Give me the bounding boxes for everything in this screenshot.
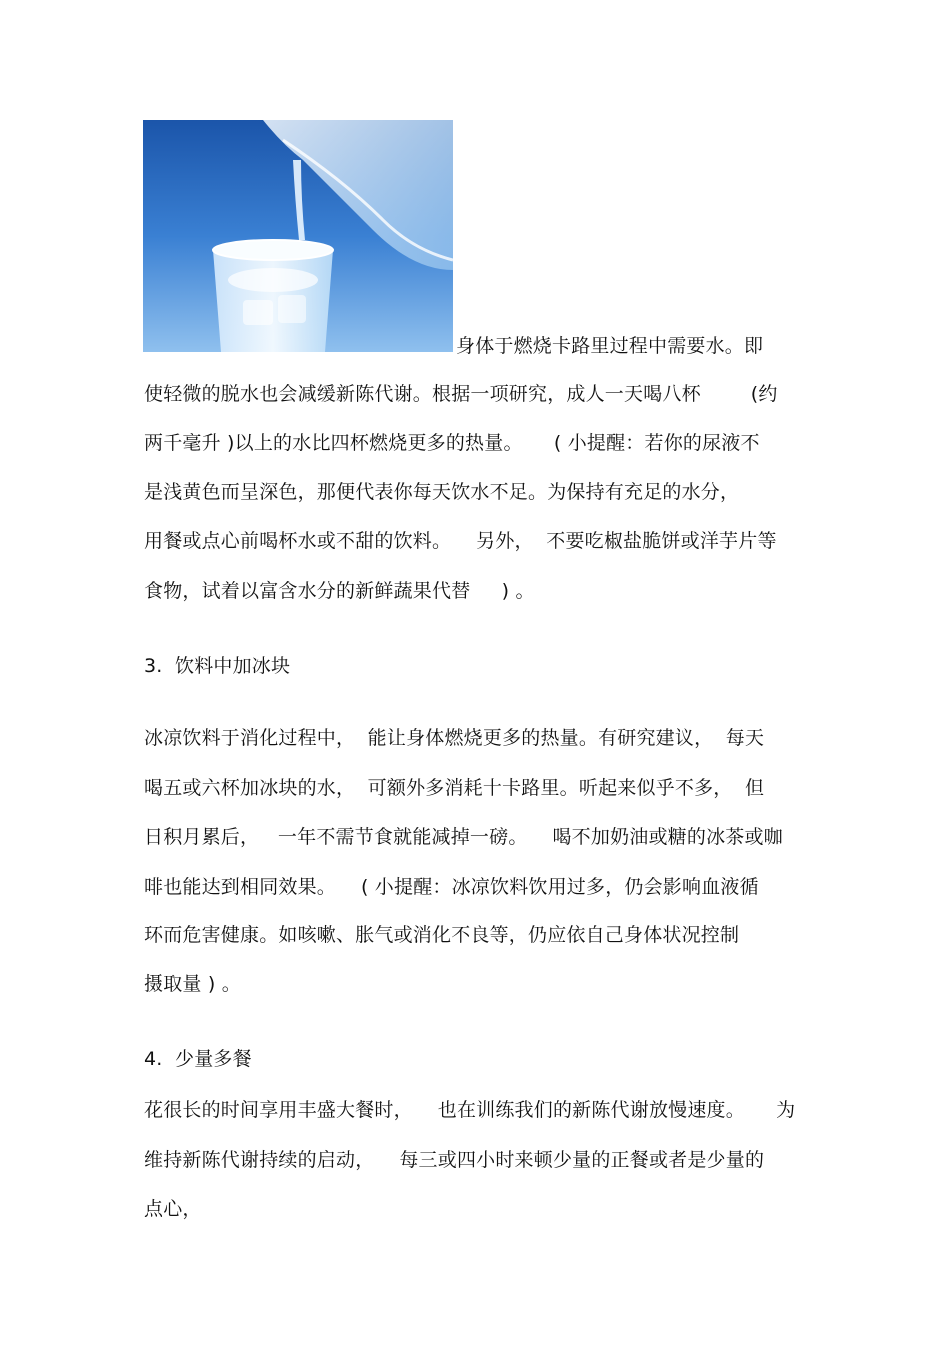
paragraph-water-line-1: 身体于燃烧卡路里过程中需要水。即 — [456, 335, 764, 357]
paragraph-water-line-6: 食物，试着以富含水分的新鲜蔬果代替 ) 。 — [144, 580, 535, 602]
paragraph-meals-line-3: 点心， — [144, 1198, 202, 1220]
paragraph-ice-line-6: 摄取量 ) 。 — [144, 973, 241, 995]
paragraph-water-line-3: 两千毫升 )以上的水比四杯燃烧更多的热量。 ( 小提醒：若你的尿液不 — [144, 432, 760, 454]
section-heading-meals: 4. 少量多餐 — [144, 1048, 252, 1070]
paragraph-water-line-4: 是浅黄色而呈深色，那便代表你每天饮水不足。为保持有充足的水分， — [144, 481, 740, 503]
water-pour-illustration — [143, 120, 453, 352]
paragraph-water-line-5: 用餐或点心前喝杯水或不甜的饮料。 另外， 不要吃椒盐脆饼或洋芋片等 — [144, 530, 777, 552]
section-heading-ice: 3. 饮料中加冰块 — [144, 655, 291, 677]
paragraph-meals-line-1: 花很长的时间享用丰盛大餐时， 也在训练我们的新陈代谢放慢速度。 为 — [144, 1099, 796, 1121]
paragraph-ice-line-5: 环而危害健康。如咳嗽、胀气或消化不良等，仍应依自己身体状况控制 — [144, 924, 740, 946]
paragraph-ice-line-3: 日积月累后， 一年不需节食就能减掉一磅。 喝不加奶油或糖的冰茶或咖 — [144, 826, 783, 848]
paragraph-water-line-2: 使轻微的脱水也会减缓新陈代谢。根据一项研究，成人一天喝八杯 (约 — [144, 383, 778, 405]
paragraph-ice-line-1: 冰凉饮料于消化过程中， 能让身体燃烧更多的热量。有研究建议， 每天 — [144, 727, 765, 749]
paragraph-ice-line-2: 喝五或六杯加冰块的水， 可额外多消耗十卡路里。听起来似乎不多， 但 — [144, 777, 765, 799]
water-glass-photo — [143, 120, 453, 352]
paragraph-meals-line-2: 维持新陈代谢持续的启动， 每三或四小时来顿少量的正餐或者是少量的 — [144, 1149, 765, 1171]
paragraph-ice-line-4: 啡也能达到相同效果。 ( 小提醒：冰凉饮料饮用过多，仍会影响血液循 — [144, 876, 759, 898]
